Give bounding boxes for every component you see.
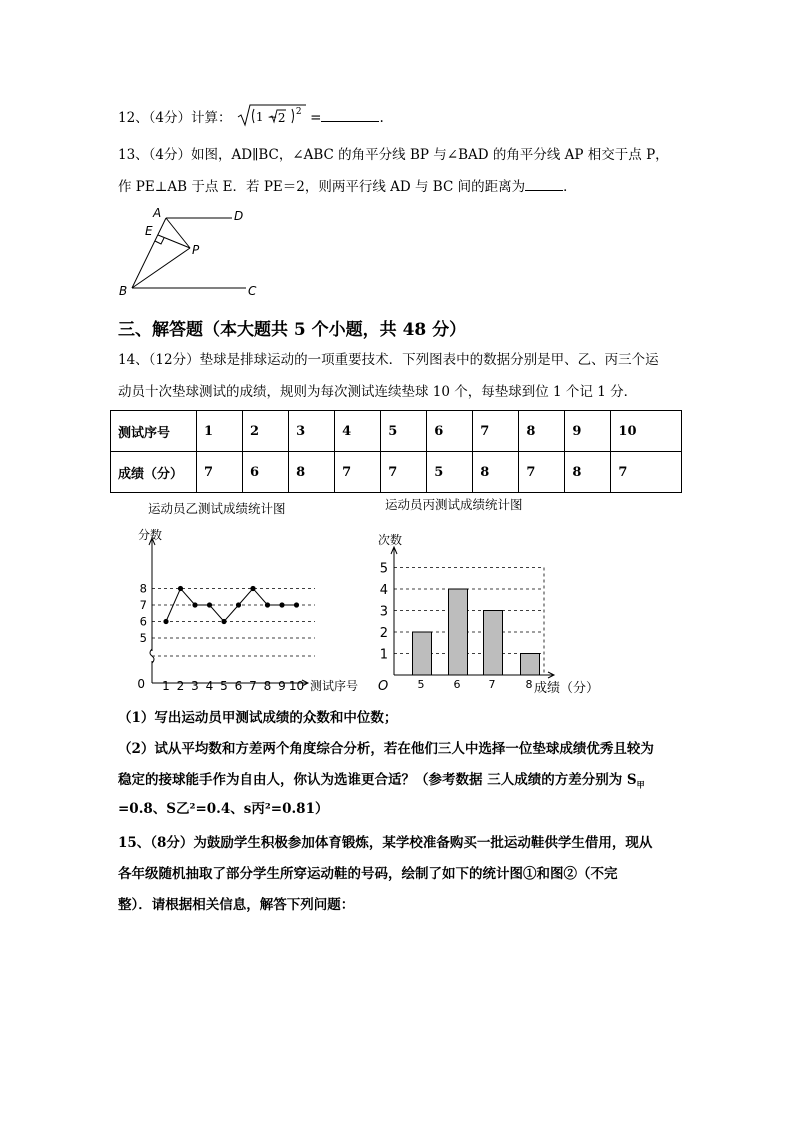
data-point xyxy=(265,602,270,607)
table-cell: 8 xyxy=(565,452,611,493)
table-cell: 7 xyxy=(473,411,519,452)
score-table xyxy=(110,410,682,493)
table-cell: 7 xyxy=(381,452,427,493)
x-tick-label: 2 xyxy=(176,679,185,693)
y-tick-label: 6 xyxy=(139,614,147,629)
q15-line3: 整）．请根据相关信息，解答下列问题： xyxy=(118,897,355,913)
table-row xyxy=(111,452,682,493)
bar xyxy=(413,632,432,675)
x-axis-label: 成绩（分） xyxy=(534,681,600,696)
table-cell: 7 xyxy=(611,452,682,493)
table-cell: 10 xyxy=(611,411,682,452)
x-tick-label: 8 xyxy=(525,678,533,691)
table-cell: 5 xyxy=(427,452,473,493)
label-p: P xyxy=(192,243,200,257)
table-cell: 4 xyxy=(335,411,381,452)
table-cell: 3 xyxy=(289,411,335,452)
q14-sub2-line2-text: 稳定的接球能手作为自由人，你认为选谁更合适？（参考数据 三人成绩的方差分别为 S xyxy=(118,772,637,788)
x-tick-label: 9 xyxy=(278,679,286,693)
bar xyxy=(521,654,540,676)
data-point xyxy=(192,602,197,607)
q13-line2 xyxy=(118,176,577,196)
x-tick-label: 1 xyxy=(162,679,170,693)
line-chart xyxy=(130,525,375,700)
bar xyxy=(449,589,468,675)
q13-line2-end: ． xyxy=(563,179,577,195)
q15-line1: 15、（8分）为鼓励学生积极参加体育锻炼，某学校准备购买一批运动鞋供学生借用，现从 xyxy=(118,835,653,851)
table-cell: 2 xyxy=(243,411,289,452)
table-cell: 7 xyxy=(197,452,243,493)
table-cell: 9 xyxy=(565,411,611,452)
y-tick-label: 2 xyxy=(379,626,388,641)
section-title: 三、解答题（本大题共 5 个小题，共 48 分） xyxy=(118,320,467,340)
bar xyxy=(484,611,503,676)
origin-label: 0 xyxy=(137,677,145,691)
data-point xyxy=(279,602,284,607)
table-cell: 7 xyxy=(335,452,381,493)
table-cell: 1 xyxy=(197,411,243,452)
table-cell: 6 xyxy=(243,452,289,493)
y-tick-label: 8 xyxy=(139,581,147,596)
bar-chart xyxy=(372,528,637,700)
label-a: A xyxy=(153,206,162,220)
y-tick-label: 5 xyxy=(139,631,147,645)
q12-prefix: 12、（4分）计算： xyxy=(118,110,232,126)
q14-sub2-line1: （2）试从平均数和方差两个角度综合分析，若在他们三人中选择一位垫球成绩优秀且较为 xyxy=(118,741,654,757)
answer-blank xyxy=(321,107,379,122)
label-b: B xyxy=(119,284,128,298)
x-tick-label: 6 xyxy=(234,679,243,693)
y-tick-label: 4 xyxy=(379,583,388,598)
q15-line2: 各年级随机抽取了部分学生所穿运动鞋的号码，绘制了如下的统计图①和图②（不完 xyxy=(118,866,618,882)
y-tick-label: 7 xyxy=(139,598,147,612)
subscript-jia: 甲 xyxy=(636,779,645,790)
sqrt-expression xyxy=(236,106,306,128)
data-point xyxy=(236,602,241,607)
y-axis-label: 分数 xyxy=(138,528,163,542)
x-tick-label: 6 xyxy=(453,678,461,691)
exponent: 2 xyxy=(295,107,302,117)
table-cell: 8 xyxy=(519,411,565,452)
data-point xyxy=(163,619,168,624)
radicand-left: 1 − xyxy=(255,110,278,124)
table-row xyxy=(111,411,682,452)
data-point xyxy=(250,586,255,591)
table-cell: 8 xyxy=(473,452,519,493)
x-tick-label: 5 xyxy=(417,678,425,691)
answer-blank xyxy=(525,176,563,191)
table-cell: 5 xyxy=(381,411,427,452)
x-tick-label: 8 xyxy=(263,679,272,693)
geometry-figure xyxy=(112,203,272,299)
label-c: C xyxy=(248,284,257,298)
bar-chart-title: 运动员丙测试成绩统计图 xyxy=(385,497,523,512)
q14-sub1: （1）写出运动员甲测试成绩的众数和中位数； xyxy=(118,710,398,726)
table-cell: 7 xyxy=(519,452,565,493)
table-cell: 6 xyxy=(427,411,473,452)
x-tick-label: 5 xyxy=(220,679,228,693)
q14-line1: 14、（12分）垫球是排球运动的一项重要技术．下列图表中的数据分别是甲、乙、丙三个运 xyxy=(118,352,659,368)
y-tick-label: 5 xyxy=(379,561,388,577)
q14-sub2-line2 xyxy=(118,771,645,794)
q12-equals: = xyxy=(310,110,322,126)
x-tick-label: 4 xyxy=(205,679,214,693)
y-tick-label: 3 xyxy=(379,604,388,620)
q14-line2: 动员十次垫球测试的成绩，规则为每次测试连续垫球 10 个，每垫球到位 1 个记 1 分． xyxy=(118,384,638,400)
data-point xyxy=(207,602,212,607)
x-tick-label: 7 xyxy=(488,678,496,691)
x-tick-label: 7 xyxy=(249,679,257,693)
label-e: E xyxy=(145,224,153,238)
q13-line2-text: 作 PE⊥AB 于点 E．若 PE＝2，则两平行线 AD 与 BC 间的距离为 xyxy=(118,179,526,195)
x-tick-label: 10 xyxy=(288,679,305,693)
x-tick-label: 3 xyxy=(191,679,199,693)
data-point xyxy=(178,586,183,591)
q13-line1: 13、（4分）如图，AD∥BC，∠ABC 的角平分线 BP 与∠BAD 的角平分线 AP 相交于点 P， xyxy=(118,147,669,163)
line-chart-title: 运动员乙测试成绩统计图 xyxy=(148,501,286,516)
label-d: D xyxy=(234,209,244,223)
y-axis-label: 次数 xyxy=(378,533,403,547)
table-header-cell: 测试序号 xyxy=(111,411,197,452)
x-axis-label: 测试序号 xyxy=(310,679,359,693)
table-cell: 8 xyxy=(289,452,335,493)
line-bp xyxy=(132,248,190,288)
q14-sub2-line3: =0.8、S乙²=0.4、s丙²=0.81） xyxy=(118,801,329,817)
data-point xyxy=(294,602,299,607)
table-header-cell: 成绩（分） xyxy=(111,452,197,493)
origin-label: O xyxy=(378,679,389,694)
y-tick-label: 1 xyxy=(379,647,388,663)
q12 xyxy=(118,106,384,128)
q12-end: . xyxy=(379,110,384,126)
data-point xyxy=(221,619,226,624)
radicand-right: 2 xyxy=(277,111,286,125)
